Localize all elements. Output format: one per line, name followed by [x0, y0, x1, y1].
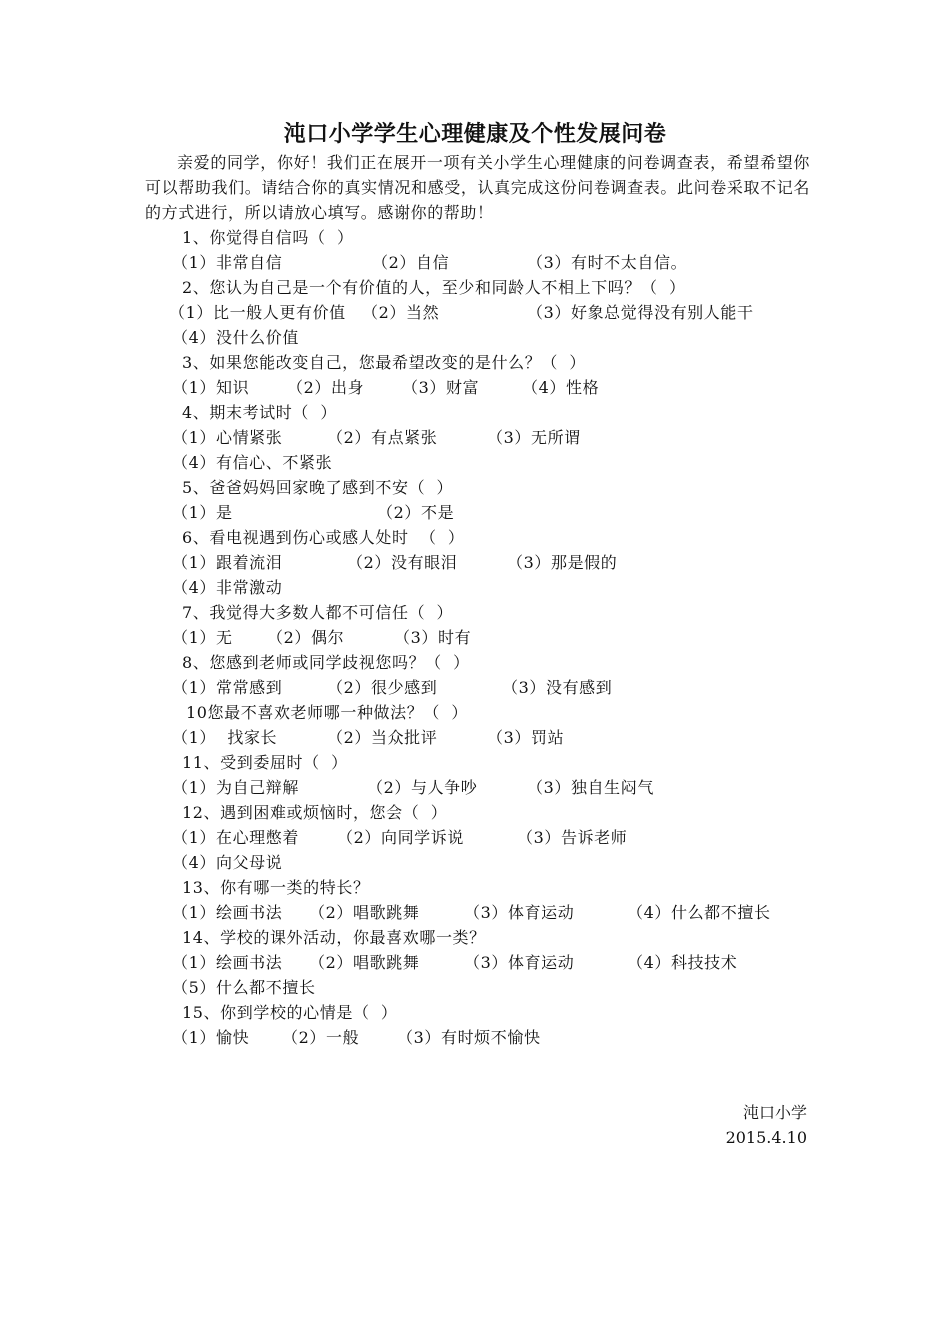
option: （1）在心理憋着: [172, 828, 299, 847]
option: （1）是: [172, 503, 233, 522]
question-5-options: [172, 500, 455, 525]
question-8: 8、您感到老师或同学歧视您吗？（ ）: [182, 653, 470, 672]
option: （1）常常感到: [172, 678, 283, 697]
question-5: 5、爸爸妈妈回家晚了感到不安（ ）: [182, 478, 454, 497]
option: （1）心情紧张: [172, 428, 283, 447]
question-3: 3、如果您能改变自己，您最希望改变的是什么？（ ）: [182, 353, 586, 372]
question-8-options: [172, 675, 613, 700]
option: （3）有时烦不愉快: [397, 1028, 541, 1047]
question-4: 4、期末考试时（ ）: [182, 403, 337, 422]
option: （3）独自生闷气: [527, 778, 654, 797]
option: （1）无: [172, 628, 233, 647]
option: （1）知识: [172, 378, 250, 397]
option: （2）与人争吵: [367, 778, 478, 797]
question-15: 15、你到学校的心情是（ ）: [182, 1003, 398, 1022]
question-1-options: [172, 250, 688, 275]
option: （1）非常自信: [172, 253, 283, 272]
question-4-option-4: （4）有信心、不紧张: [172, 453, 333, 472]
question-15-options: [172, 1025, 541, 1050]
option: （2）自信: [372, 253, 450, 272]
question-10: 10您最不喜欢老师哪一种做法？（ ）: [186, 703, 468, 722]
option: （3）那是假的: [507, 553, 618, 572]
option: （1）比一般人更有价值: [169, 303, 346, 322]
question-6-options: [172, 550, 618, 575]
question-6-option-4: （4）非常激动: [172, 578, 283, 597]
option: （3）财富: [402, 378, 480, 397]
option: （2）没有眼泪: [347, 553, 458, 572]
option: （2）不是: [377, 503, 455, 522]
question-10-options: [172, 725, 565, 750]
option: （3）没有感到: [502, 678, 613, 697]
question-11: 11、受到委屈时（ ）: [182, 753, 348, 772]
option: （3）罚站: [487, 728, 565, 747]
question-4-options: [172, 425, 581, 450]
document-title: 沌口小学学生心理健康及个性发展问卷: [283, 121, 667, 147]
option: （3）体育运动: [464, 903, 575, 922]
option: （2）一般: [282, 1028, 360, 1047]
option: （2）当然: [362, 303, 440, 322]
question-7: 7、我觉得大多数人都不可信任（ ）: [182, 603, 454, 622]
option: （1）绘画书法: [172, 903, 283, 922]
option: （3）有时不太自信。: [527, 253, 688, 272]
question-14-option-5: （5）什么都不擅长: [172, 978, 316, 997]
option: （2）唱歌跳舞: [309, 953, 420, 972]
question-1: 1、你觉得自信吗（ ）: [182, 228, 354, 247]
question-2-option-4: （4）没什么价值: [172, 328, 299, 347]
option: （1）跟着流泪: [172, 553, 283, 572]
question-2-options: [169, 300, 754, 325]
question-7-options: [172, 625, 472, 650]
question-13-options: [172, 900, 771, 925]
question-11-options: [172, 775, 654, 800]
option: （1）为自己辩解: [172, 778, 299, 797]
option: （4）科技技术: [627, 953, 738, 972]
question-12-option-4: （4）向父母说: [172, 853, 283, 872]
school-signature: 沌口小学: [742, 1103, 807, 1122]
question-12: 12、遇到困难或烦恼时，您会（ ）: [182, 803, 448, 822]
option: （2）当众批评: [327, 728, 438, 747]
option: （1）愉快: [172, 1028, 250, 1047]
question-12-options: [172, 825, 628, 850]
option: （4）性格: [522, 378, 600, 397]
option: （2）偶尔: [267, 628, 345, 647]
option: （2）很少感到: [327, 678, 438, 697]
option: （3）体育运动: [464, 953, 575, 972]
question-14: 14、学校的课外活动，你最喜欢哪一类？: [182, 928, 486, 947]
option: （2）唱歌跳舞: [309, 903, 420, 922]
intro-text: 亲爱的同学，你好！我们正在展开一项有关小学生心理健康的问卷调查表，希望希望你可以帮助我们。请结合你的真实情况和感受，认真完成这份问卷调查表。此问卷采取不记名的方式进行，所以请放心填写。感谢你的帮助！: [145, 153, 810, 222]
option: （2）有点紧张: [327, 428, 438, 447]
option: （1）绘画书法: [172, 953, 283, 972]
option: （3）告诉老师: [517, 828, 628, 847]
question-3-options: [172, 375, 600, 400]
option: （3）无所谓: [487, 428, 581, 447]
option: （4）什么都不擅长: [627, 903, 771, 922]
question-6: 6、看电视遇到伤心或感人处时 （ ）: [182, 528, 465, 547]
question-2: 2、您认为自己是一个有价值的人，至少和同龄人不相上下吗？（ ）: [182, 278, 686, 297]
question-13: 13、你有哪一类的特长？: [182, 878, 370, 897]
option: （2）向同学诉说: [337, 828, 464, 847]
option: （3）时有: [394, 628, 472, 647]
option: （2）出身: [287, 378, 365, 397]
option: （1） 找家长: [172, 728, 278, 747]
signature-date: 2015.4.10: [725, 1128, 807, 1147]
question-14-options: [172, 950, 738, 975]
option: （3）好象总觉得没有别人能干: [527, 303, 754, 322]
intro-paragraph: [145, 150, 810, 225]
